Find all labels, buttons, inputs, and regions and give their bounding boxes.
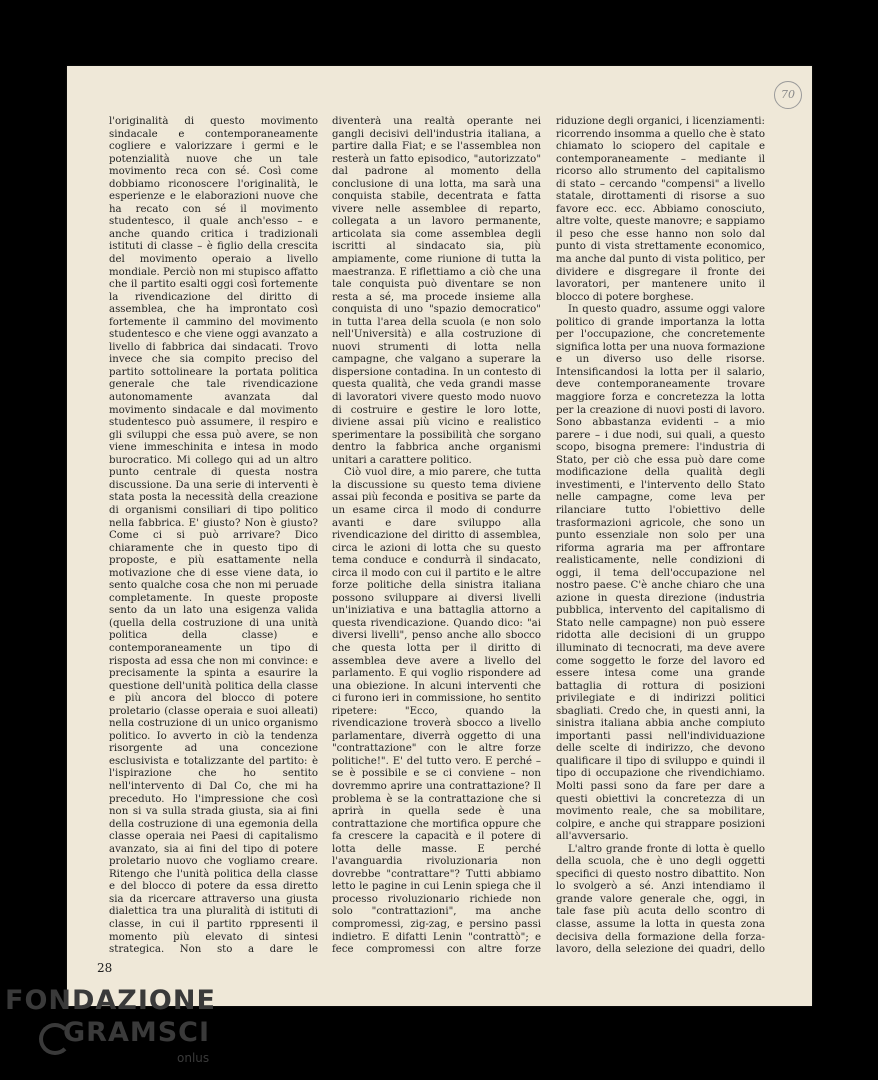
text-column-3 bbox=[556, 116, 765, 956]
watermark-line-3: onlus bbox=[177, 1051, 210, 1065]
text-column-1 bbox=[109, 116, 318, 956]
watermark-line-1: FONDAZIONE bbox=[5, 985, 216, 1016]
paragraph: diventerà una realtà operante nei gangli decisivi dell'industria italiana, a partire dalla Fiat; e se l'assemblea non resterà un fatto episodico, "autorizzato" dal padrone al momento della conclusione di una lotta, ma sarà una conquista stabile, decentrata e fatta vivere nelle assemblee di reparto, collegata a un lavoro permanente, articolata sia come assemblea degli iscritti al sindacato sia, più ampiamente, come riunione di tutta la maestranza. E riflettiamo a ciò che una tale conquista può diventare se non resta a sé, ma procede insieme alla conquista di uno "spazio democratico" in tutta l'area della scuola (e non solo nell'Università) e alla costruzione di nuovi strumenti di lotta nella campagne, che valgano a superare la dispersione contadina. In un contesto di questa qualità, che veda grandi masse di lavoratori vivere questo modo nuovo di costruire e gestire le loro lotte, diviene assai più vicino e realistico sperimentare la possibilità che sorgano dentro la fabbrica anche organismi unitari a carattere politico. bbox=[332, 116, 541, 466]
paragraph: L'altro grande fronte di lotta è quello della scuola, che è uno degli oggetti specifici di questo nostro dibattito. Non lo svolgerò a sé. Anzi intendiamo il grande valore generale che, oggi, in tale fase più acuta dello scontro di classe, assume la lotta in questa zona decisiva della formazione della forza-lavoro, della selezione dei quadri, dello bbox=[556, 843, 765, 956]
watermark-logo bbox=[5, 985, 285, 1077]
paragraph: riduzione degli organici, i licenziamenti: ricorrendo insomma a quello che è stato chiamato lo sciopero del capitale e contemporaneamente – mediante il ricorso allo strumento del capitalismo di stato – cercando "compensi" a livello statale, dirottamenti di risorse a suo favore ecc. ecc. Abbiamo conosciuto, altre volte, queste manovre; e sappiamo il peso che esse hanno non solo dal punto di vista strettamente economico, ma anche dal punto di vista politico, per dividere e disgregare il fronte dei lavoratori, per mantenere unito il blocco di potere borghese. bbox=[556, 116, 765, 303]
document-page bbox=[67, 66, 812, 1006]
paragraph: In questo quadro, assume oggi valore politico di grande importanza la lotta per l'occupazione, che concretemente significa lotta per una nuova formazione e un diverso uso delle risorse. Intensificandosi la lotta per il salario, deve contemporaneamente trovare maggiore forza e concretezza la lotta per la creazione di nuovi posti di lavoro. Sono abbastanza evidenti – a mio parere – i due nodi, sui quali, a questo scopo, bisogna premere: l'industria di Stato, per ciò che essa può dare come modificazione della qualità degli investimenti, e l'intervento dello Stato nelle campagne, come leva per rilanciare tutto l'obiettivo delle trasformazioni agricole, che sono un punto essenziale non solo per una riforma agraria ma per affrontare realisticamente, nelle condizioni di oggi, il tema dell'occupazione nel nostro paese. C'è anche chiaro che una azione in questa direzione (industria pubblica, intervento del capitalismo di Stato nelle campagne) non può essere ridotta alle decisioni di un gruppo illuminato di tecnocrati, ma deve avere come soggetto le forze del lavoro ed essere intesa come una grande battaglia di rottura di posizioni privilegiate e di indirizzi politici sbagliati. Credo che, in questi anni, la sinistra italiana abbia anche compiuto importanti passi nell'individuazione delle scelte di indirizzo, che devono qualificare il tipo di sviluppo e quindi il tipo di occupazione che rivendichiamo. Molti passi sono da fare per dare a questi obiettivi la concretezza di un movimento reale, che sa mobilitare, colpire, e anche qui strappare posizioni all'avversario. bbox=[556, 304, 765, 843]
text-column-2 bbox=[332, 116, 541, 956]
page-number: 28 bbox=[97, 961, 113, 975]
archive-stamp: 70 bbox=[774, 81, 802, 109]
paragraph: Ciò vuol dire, a mio parere, che tutta la discussione su questo tema diviene assai più feconda e positiva se parte da un esame circa il modo di condurre avanti e dare sviluppo alla rivendicazione del diritto di assemblea, circa le azioni di lotta che su questo tema conduce e condurrà il sindacato, circa il modo con cui il partito e le altre forze politiche della sinistra italiana possono sviluppare ai diversi livelli un'iniziativa e una battaglia attorno a questa rivendicazione. Quando dico: "ai diversi livelli", penso anche allo sbocco che questa lotta per il diritto di assemblea deve avere a livello del parlamento. E qui voglio rispondere ad una obiezione. In alcuni interventi che ci furono ieri in commissione, ho sentito ripetere: "Ecco, quando la rivendicazione troverà sbocco a livello parlamentare, diverrà oggetto di una "contrattazione" con le altre forze politiche!". E' del tutto vero. E perché – se è possibile e se ci conviene – non dovremmo aprire una contrattazione? Il problema è se la contrattazione che si aprirà in quella sede è una contrattazione che mortifica oppure che fa crescere la capacità e il potere di lotta delle masse. E perché l'avanguardia rivoluzionaria non dovrebbe "contrattare"? Tutti abbiamo letto le pagine in cui Lenin spiega che il processo rivoluzionario richiede non solo "contrattazioni", ma anche compromessi, zig-zag, e persino passi indietro. E difatti Lenin "contrattò"; e fece compromessi con altre forze bbox=[332, 467, 541, 956]
paragraph: l'originalità di questo movimento sindacale e contemporaneamente cogliere e valorizzare i germi e le potenzialità nuove che un tale movimento reca con sé. Così come dobbiamo riconoscere l'originalità, le esperienze e le elaborazioni nuove che ha recato con sé il movimento studentesco, il quale anch'esso – e anche quando critica i tradizionali istituti di classe – è figlio della crescita del movimento operaio a livello mondiale. Perciò non mi stupisco affatto che il partito esalti oggi così fortemente la rivendicazione del diritto di assemblea, che ha improntato così fortemente il cammino del movimento studentesco e che viene oggi avanzato a livello di fabbrica dai sindacati. Trovo invece che sia compito preciso del partito sottolineare la portata politica generale che tale rivendicazione autonomamente avanzata dal movimento sindacale e dal movimento studentesco può assumere, il respiro e gli sviluppi che essa può avere, se non viene immeschinita e intesa in modo burocratico. Mi collego qui ad un altro punto centrale di questa nostra discussione. Da una serie di interventi è stata posta la necessità della creazione di organismi consiliari di tipo politico nella fabbrica. E' giusto? Non è giusto? Come ci si può arrivare? Dico chiaramente che in questo tipo di proposte, e più esattamente nella motivazione che di esse viene data, io sento qualche cosa che non mi peruade completamente. In queste proposte sento da un lato una esigenza valida (quella della costruzione di una unità politica della classe) e contemporaneamente un tipo di risposta ad essa che non mi convince: e precisamente la spinta a esaurire la questione dell'unità politica della classe e più ancora del blocco di potere proletario (classe operaia e suoi alleati) nella costruzione di un unico organismo politico. Io avverto in ciò la tendenza risorgente ad una concezione esclusivista e totalizzante del partito: è l'ispirazione che ho sentito nell'intervento di Dal Co, che mi ha preceduto. Ho l'impressione che così non si va sulla strada giusta, sia ai fini della costruzione di una egemonia della classe operaia nei Paesi di capitalismo avanzato, sia ai fini del tipo di potere proletario nuovo che vogliamo creare. Ritengo che l'unità politica della classe e del blocco di potere da essa diretto sia da ricercare attraverso una giusta dialettica tra una pluralità di istituti di classe, in cui il partito rppresenti il momento più elevato di sintesi strategica. Non sto a dare le bbox=[109, 116, 318, 956]
watermark-line-2: GRAMSCI bbox=[63, 1017, 211, 1048]
